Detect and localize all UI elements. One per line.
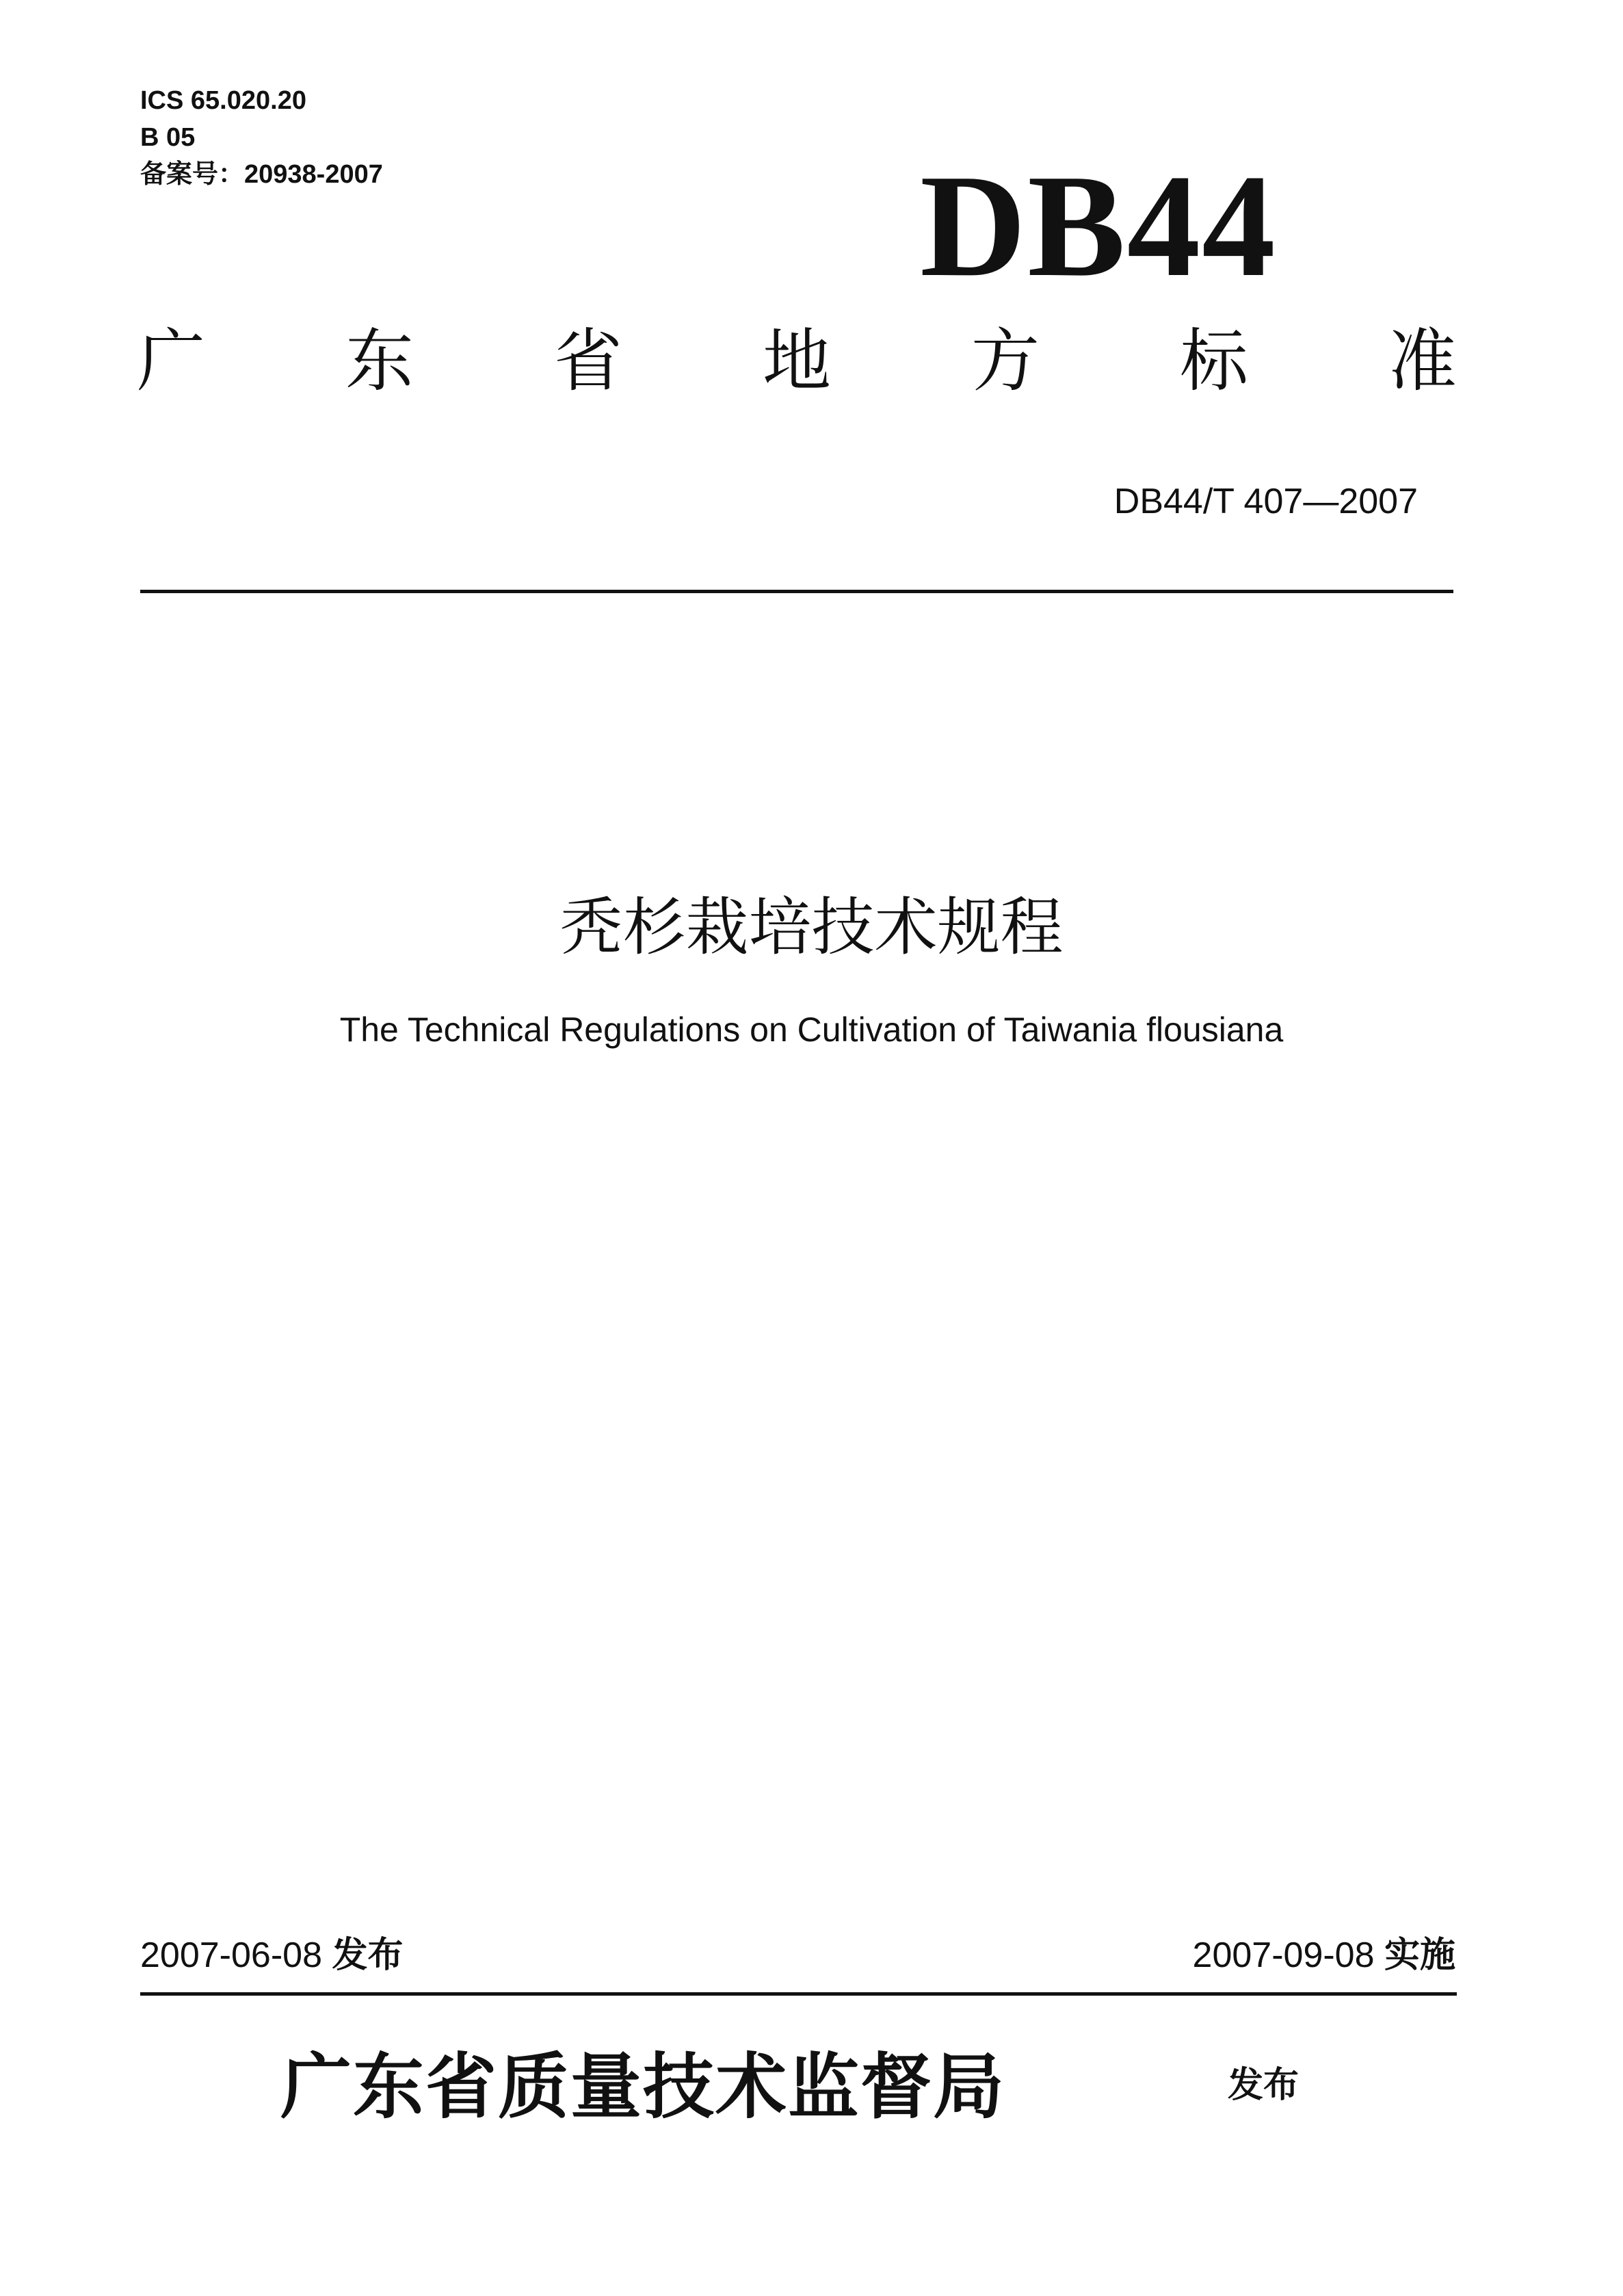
- title-chinese: 秃杉栽培技术规程: [559, 891, 1064, 964]
- standard-type-char: 地: [763, 321, 831, 401]
- implement-date-value: 2007-09-08: [1192, 1935, 1375, 1975]
- db44-logo: DB44: [920, 144, 1277, 307]
- issue-date-label: 发布: [332, 1935, 404, 1976]
- standard-type-char: 省: [554, 321, 622, 401]
- publisher-name: 广东省质量技术监督局: [280, 2044, 1006, 2128]
- standard-number: DB44/T 407—2007: [1113, 482, 1418, 521]
- implement-date-label: 实施: [1384, 1935, 1455, 1976]
- issue-date-value: 2007-06-08: [140, 1935, 322, 1975]
- standard-type-char: 方: [971, 321, 1040, 401]
- standard-type-char: 东: [345, 321, 414, 401]
- bottom-divider: [140, 1992, 1457, 1996]
- filing-number: 备案号：20938-2007: [140, 160, 383, 189]
- issue-date: [140, 1935, 404, 1976]
- ccs-code: B 05: [140, 123, 196, 152]
- publish-label: 发布: [1228, 2065, 1299, 2106]
- standard-type-char: 标: [1180, 321, 1248, 401]
- ics-code: ICS 65.020.20: [140, 86, 306, 115]
- top-divider: [140, 590, 1453, 593]
- implement-date: [1192, 1935, 1455, 1976]
- standard-type-char: 准: [1388, 321, 1457, 401]
- standard-type-char: 广: [137, 321, 205, 401]
- title-english: The Technical Regulations on Cultivation of Taiwania flousiana: [339, 1010, 1284, 1049]
